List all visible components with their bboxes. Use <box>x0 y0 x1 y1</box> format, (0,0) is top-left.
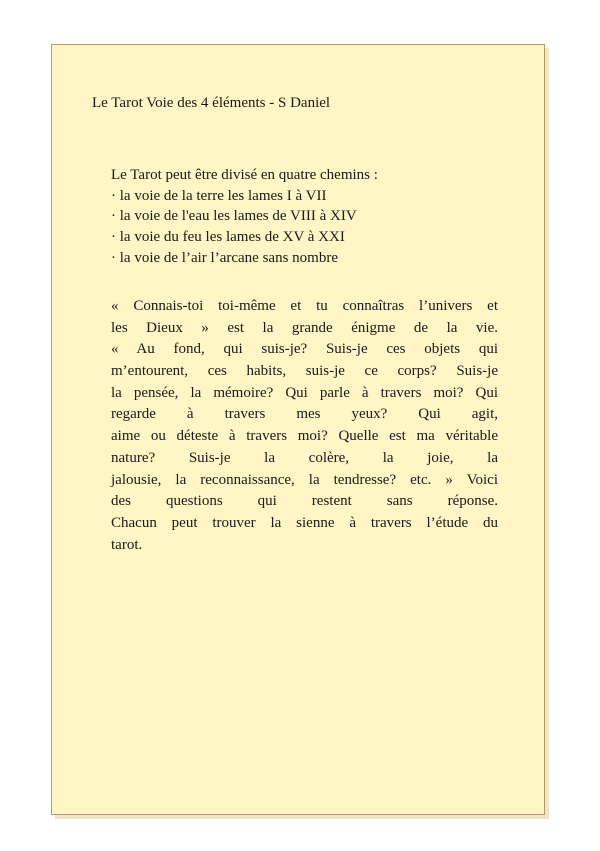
paragraph-line: des questions qui restent sans réponse. <box>111 493 498 510</box>
paragraph-line: aime ou déteste à travers moi? Quelle est ma véritable <box>111 428 498 445</box>
paragraph-line: nature? Suis-je la colère, la joie, la <box>111 449 498 466</box>
path-list-item: · la voie de la terre les lames I à VII <box>111 187 327 204</box>
paragraph-line: les Dieux » est la grande énigme de la vie. <box>111 319 498 336</box>
paragraph-line: Chacun peut trouver la sienne à travers l’étude du <box>111 514 498 531</box>
path-list-item: · la voie du feu les lames de XV à XXI <box>111 229 345 246</box>
document-page <box>51 44 545 815</box>
paragraph-line: regarde à travers mes yeux? Qui agit, <box>111 406 498 423</box>
intro-heading: Le Tarot peut être divisé en quatre chemins : <box>111 167 378 183</box>
path-list-item: · la voie de l’air l’arcane sans nombre <box>111 249 338 266</box>
quote-paragraph <box>111 296 498 556</box>
paragraph-line: jalousie, la reconnaissance, la tendresse? etc. » Voici <box>111 471 498 488</box>
document-title: Le Tarot Voie des 4 éléments - S Daniel <box>92 95 331 111</box>
paragraph-line: « Connais-toi toi-même et tu connaîtras l’univers et <box>111 298 498 314</box>
paragraph-line: la pensée, la mémoire? Qui parle à travers moi? Qui <box>111 384 498 401</box>
paragraph-line: tarot. <box>111 536 143 553</box>
paragraph-line: m’entourent, ces habits, suis-je ce corps? Suis-je <box>111 363 498 380</box>
path-list-item: · la voie de l'eau les lames de VIII à XIV <box>111 208 357 225</box>
intro-section <box>111 165 491 269</box>
paragraph-line: « Au fond, qui suis-je? Suis-je ces objets qui <box>111 341 498 358</box>
